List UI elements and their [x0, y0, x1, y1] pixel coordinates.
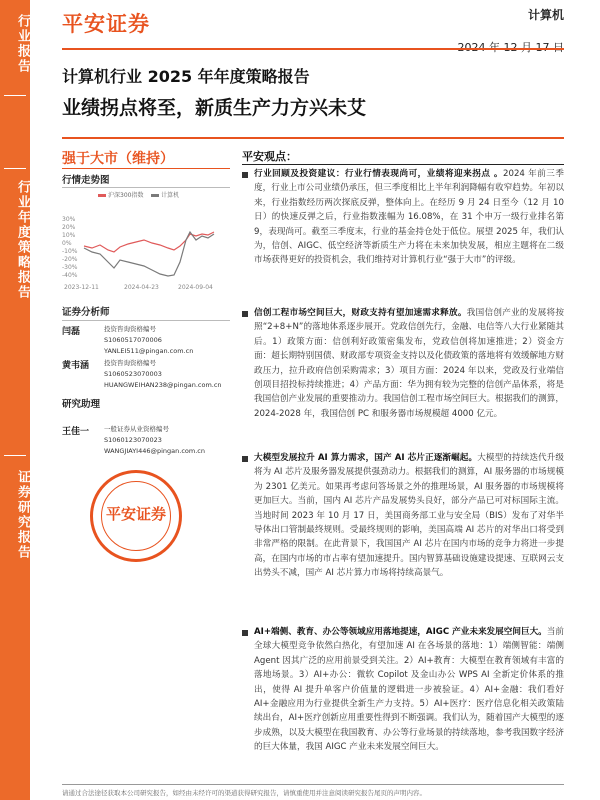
analyst-label: 证券分析师	[62, 307, 110, 318]
footer-divider	[62, 784, 564, 785]
header-divider	[62, 48, 564, 50]
analyst-email[interactable]: YANLEI511@pingan.com.cn	[104, 347, 194, 355]
sidebar-report-type: 行业报告	[15, 14, 30, 74]
paragraph-heading: 行业回顾及投资建议：行业行情表现尚可，业绩将迎来拐点 。	[254, 169, 504, 179]
series-hs300	[84, 232, 214, 252]
assistant-info	[104, 424, 205, 457]
bullet-icon	[242, 456, 248, 462]
left-sidebar	[0, 0, 30, 800]
viewpoint-divider	[242, 164, 564, 165]
y-tick: 0%	[62, 240, 72, 247]
sidebar-report-class: 证券研究报告	[15, 470, 30, 560]
assistant-email[interactable]: WANGJIAYI446@pingan.com.cn	[104, 447, 205, 455]
paragraph-heading: 信创工程市场空间巨大，财政支持有望加速需求释放。	[254, 308, 467, 318]
y-tick: -10%	[62, 248, 78, 255]
legend-computer: 计算机	[161, 192, 180, 199]
sidebar-divider	[4, 95, 26, 96]
sidebar-divider	[4, 455, 26, 456]
bullet-icon	[242, 172, 248, 178]
viewpoint-title: 平安观点：	[242, 150, 297, 163]
paragraph-heading: 大模型发展拉升 AI 算力需求，国产 AI 芯片正逐渐崛起。	[254, 453, 478, 463]
analyst-qual-label: 投资咨询资格编号	[104, 359, 156, 367]
series-computer	[84, 232, 214, 276]
bullet-icon	[242, 311, 248, 317]
trend-chart	[62, 190, 230, 298]
analyst-name: 黄韦涵	[62, 361, 90, 371]
sidebar-divider	[4, 168, 26, 169]
paragraph-body: 我国信创产业的发展将按照“2+8+N”的落地体系逐步展开。党政信创先行，金融、电信等八大行业紧随其后。1）政策方面：信创利好政策密集发布，党政信创将加速推进；2）资金方面：超长期特别国债、财政部专项资金支持以及化债政策的落地将有效缓解地方财政压力，拉升政府信创采购需求；3）项目方面：2024 年以来，党政及行业端信创项目招投标持续推进；4）产品方面：华为拥有较为完整的信创产品体系，将是我国信创产业发展的重要推动力。我国信创工程市场空间巨大。根据我们的测算，2024-2028 年，我国信创 PC 和服务器市场规模超 4000 亿元。	[254, 308, 564, 419]
viewpoint-paragraph	[254, 451, 564, 581]
bullet-icon	[242, 630, 248, 636]
x-tick: 2023-12-11	[64, 284, 99, 291]
report-title: 计算机行业 2025 年年度策略报告	[62, 67, 310, 86]
chart-plot	[62, 190, 230, 298]
trend-label: 行情走势图	[62, 175, 110, 186]
footer-disclaimer: 请通过合法途径获取本公司研究报告，如经由未经许可的渠道获得研究报告，请慎重使用并注意阅读研究报告尾页的声明内容。	[62, 789, 426, 797]
analyst-qual-number: S1060517070006	[104, 336, 162, 344]
company-seal	[90, 470, 182, 562]
assistant-label: 研究助理	[62, 399, 101, 410]
rating-divider	[62, 168, 230, 169]
assistant-qual-label: 一般证券从业资格编号	[104, 425, 169, 433]
viewpoint-paragraph	[254, 167, 564, 268]
industry-label: 计算机	[527, 8, 564, 22]
viewpoint-paragraph	[254, 306, 564, 421]
y-tick: -40%	[62, 272, 78, 279]
analyst-qual-label: 投资咨询资格编号	[104, 325, 156, 333]
analyst-qual-number: S1060523070003	[104, 370, 162, 378]
sidebar-report-category: 行业年度策略报告	[15, 180, 30, 300]
analyst-info	[104, 358, 222, 391]
y-tick: 20%	[62, 224, 76, 231]
paragraph-heading: AI+端侧、教育、办公等领域应用落地提速，AIGC 产业未来发展空间巨大。	[254, 627, 547, 637]
section-divider	[62, 187, 230, 188]
report-subtitle: 业绩拐点将至，新质生产力方兴未艾	[62, 97, 367, 119]
assistant-name: 王佳一	[62, 427, 90, 437]
report-date	[458, 39, 564, 55]
y-tick: -20%	[62, 256, 78, 263]
y-tick: 30%	[62, 216, 76, 223]
analyst-name: 闫磊	[62, 327, 81, 337]
seal-text: 平安证券	[105, 505, 166, 523]
analyst-email[interactable]: HUANGWEIHAN238@pingan.com.cn	[104, 381, 222, 389]
legend-hs300: 沪深300指数	[108, 192, 144, 199]
paragraph-body: 2024 年前三季度，行业上市公司业绩仍承压，但三季度相比上半年利润降幅有收窄趋势。年初以来，行业指数经历两次探底反弹，整体向上。在经历 9 月 24 日至今（12 月 10 日）的快速反弹之后，行业指数涨幅为 16.08%，在 31 个申万一级行业排名第 9，表现尚可。截至三季度末，行业的基金持仓处于低位。展望 2025 年，我们认为，信创、AIGC、低空经济等新质生产力将在未来加快发展，相应主题将在二级市场获得更好的投资机会，我们维持对计算机行业“强于大市”的评级。	[254, 169, 564, 266]
title-divider	[62, 137, 564, 139]
assistant-qual-number: S1060123070023	[104, 436, 162, 444]
brand-logo: 平安证券	[62, 12, 150, 36]
paragraph-body: 大模型的持续迭代升级将为 AI 芯片及服务器发展提供强劲动力。根据我们的测算，AI 服务器的市场规模为 2301 亿美元。如果再考虑问答场景之外的推理场景，AI 服务器的市场规模将更加巨大。当前，国内 AI 芯片产品发展势头良好，部分产品已可对标国际主流。当地时间 2023 年 10 月 17 日，美国商务部工业与安全局（BIS）发布了对华半导体出口管制最终规则。受最终规则的影响，美国高端 AI 芯片的对华出口将受到非常严格的限制。在此背景下，我国国产 AI 芯片在国内市场的竞争力将进一步提高，在国内市场的市占率有望加速提升。国内智算基础设施建设提速、互联网云支出势头不减，国产 AI 芯片算力市场将持续高景气。	[254, 453, 564, 579]
x-tick: 2024-09-04	[178, 284, 213, 291]
rating-label: 强于大市（维持）	[62, 151, 174, 167]
analyst-info	[104, 324, 193, 357]
section-divider	[62, 320, 230, 321]
x-tick: 2024-04-23	[124, 284, 159, 291]
y-tick: 10%	[62, 232, 76, 239]
y-tick: -30%	[62, 264, 78, 271]
viewpoint-paragraph	[254, 625, 564, 755]
paragraph-body: 当前全球大模型竞争依然白热化，有望加速 AI 在各场景的落地：1）端侧智能：端侧 Agent 因其广泛的应用前景受到关注。2）AI+教育：大模型在教育领域有丰富的落地场景。3）AI+办公：微软 Copilot 及金山办公 WPS AI 全新定价体系的推出，使得 AI 提升单客户价值量的逻辑进一步被验证。4）AI+金融：我们看好 AI+金融应用为行业提供全新生产力支持。5）AI+医疗：医疗信息化相关政策陆续出台，AI+医疗创新应用重要性得到不断强调。我们认为，随着国产大模型的逐步成熟，以及大模型在我国教育、办公等行业场景的持续落地，参考我国数字经济的巨大体量，我国 AIGC 产业未来发展空间巨大。	[254, 627, 564, 753]
